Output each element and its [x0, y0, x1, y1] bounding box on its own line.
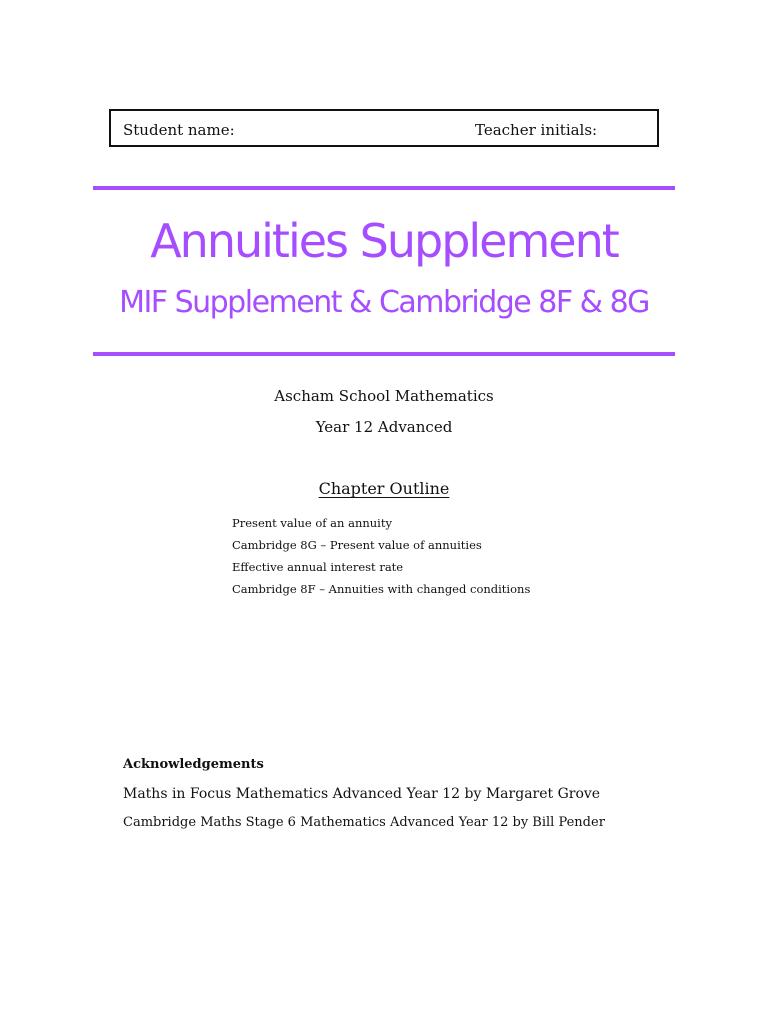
outline-item: Effective annual interest rate: [232, 560, 404, 574]
bottom-divider: [93, 352, 675, 356]
chapter-outline-list: [232, 512, 530, 600]
document-title: Annuities Supplement: [150, 214, 618, 268]
school-name: Ascham School Mathematics: [274, 387, 494, 405]
acknowledgement-item: Cambridge Maths Stage 6 Mathematics Advanced Year 12 by Bill Pender: [123, 815, 605, 830]
outline-item: Cambridge 8G – Present value of annuities: [232, 538, 482, 552]
outline-item: Cambridge 8F – Annuities with changed conditions: [232, 582, 531, 596]
acknowledgement-item: Maths in Focus Mathematics Advanced Year 12 by Margaret Grove: [123, 786, 601, 802]
acknowledgements-heading: Acknowledgements: [123, 757, 264, 772]
outline-item: Present value of an annuity: [232, 516, 392, 530]
year-level: Year 12 Advanced: [315, 418, 453, 436]
student-info-box: [109, 109, 659, 147]
teacher-initials-label: Teacher initials:: [475, 121, 598, 139]
document-subtitle: MIF Supplement & Cambridge 8F & 8G: [119, 285, 649, 320]
student-name-label: Student name:: [123, 121, 235, 139]
chapter-outline-heading: Chapter Outline: [318, 479, 450, 498]
top-divider: [93, 186, 675, 190]
